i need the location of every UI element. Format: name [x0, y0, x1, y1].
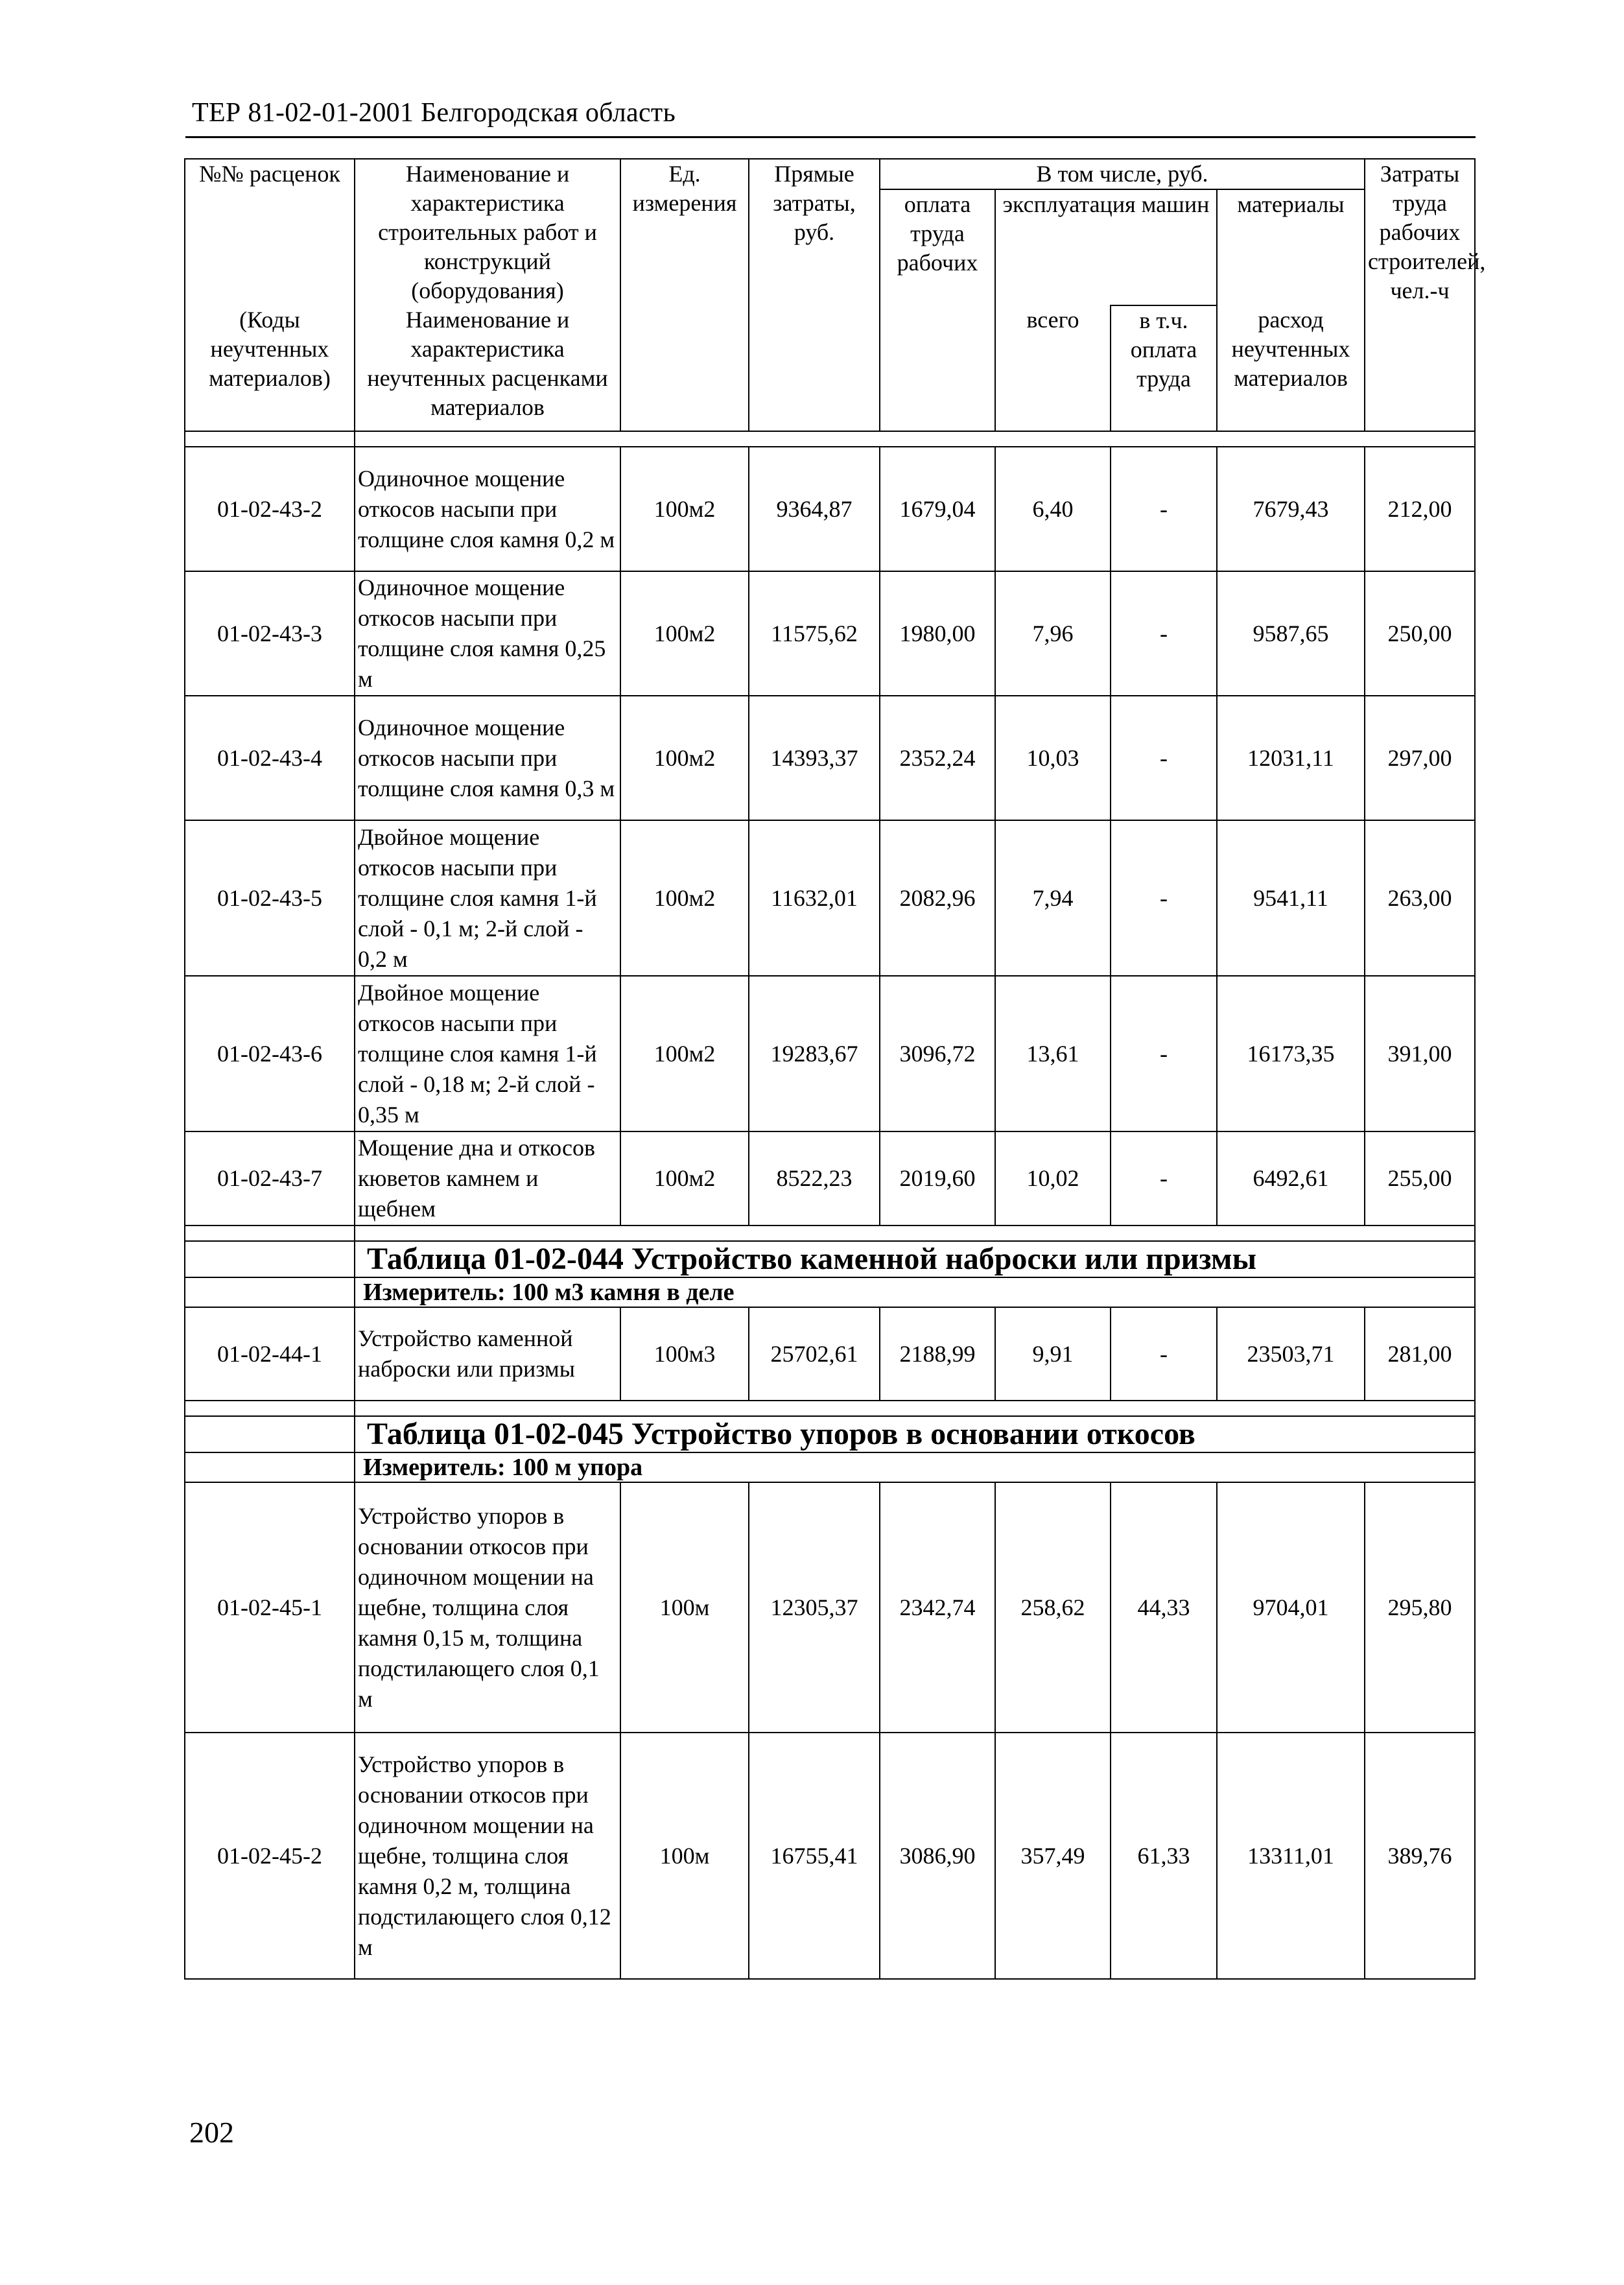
rate-machines-wages: -	[1111, 820, 1217, 976]
rate-direct-cost: 8522,23	[749, 1131, 880, 1225]
rate-unit: 100м	[620, 1482, 749, 1733]
section-title: Таблица 01-02-044 Устройство каменной наброски или призмы	[355, 1241, 1475, 1277]
section-measure-code-cell	[185, 1452, 355, 1482]
rate-wages: 2082,96	[880, 820, 995, 976]
rate-unit: 100м2	[620, 820, 749, 976]
rate-unit: 100м2	[620, 571, 749, 696]
rate-wages: 2352,24	[880, 696, 995, 820]
rate-machines-total: 7,94	[995, 820, 1111, 976]
rate-wages: 2342,74	[880, 1482, 995, 1733]
rate-materials: 9704,01	[1217, 1482, 1365, 1733]
col-unit-header: Ед. измерения	[620, 159, 749, 431]
rate-machines-total: 258,62	[995, 1482, 1111, 1733]
rate-materials: 6492,61	[1217, 1131, 1365, 1225]
rate-wages: 3096,72	[880, 976, 995, 1131]
rate-wages: 3086,90	[880, 1733, 995, 1979]
section-title: Таблица 01-02-045 Устройство упоров в основании откосов	[355, 1416, 1475, 1452]
rate-name: Двойное мощение откосов насыпи при толщине слоя камня 1-й слой - 0,18 м; 2-й слой - 0,35 м	[355, 976, 620, 1131]
rate-direct-cost: 19283,67	[749, 976, 880, 1131]
rate-machines-total: 13,61	[995, 976, 1111, 1131]
table-section-measure-row	[185, 1277, 1475, 1307]
rate-labor: 389,76	[1365, 1733, 1475, 1979]
rate-wages: 1980,00	[880, 571, 995, 696]
col-machines-total-header: всего	[995, 305, 1111, 431]
gap-code-cell	[185, 1401, 355, 1416]
table-row	[185, 1307, 1475, 1401]
rate-code: 01-02-44-1	[185, 1307, 355, 1401]
rate-direct-cost: 11575,62	[749, 571, 880, 696]
rate-labor: 263,00	[1365, 820, 1475, 976]
table-row	[185, 696, 1475, 820]
rate-machines-total: 10,02	[995, 1131, 1111, 1225]
col-materials-header: материалы	[1217, 189, 1365, 305]
rate-materials: 9587,65	[1217, 571, 1365, 696]
table-row	[185, 820, 1475, 976]
rate-machines-total: 357,49	[995, 1733, 1111, 1979]
rate-wages: 2188,99	[880, 1307, 995, 1401]
rate-code: 01-02-43-3	[185, 571, 355, 696]
rate-machines-total: 7,96	[995, 571, 1111, 696]
col-name-header: Наименование и характеристика строительных работ и конструкций (оборудования)	[355, 159, 620, 305]
rate-unit: 100м2	[620, 447, 749, 571]
col-code2-header: (Коды неучтенных материалов)	[185, 305, 355, 431]
rate-unit: 100м	[620, 1733, 749, 1979]
rate-machines-wages: -	[1111, 976, 1217, 1131]
rate-labor: 255,00	[1365, 1131, 1475, 1225]
col-machines-wages-header: в т.ч. оплата труда	[1111, 305, 1217, 431]
rates-table	[184, 158, 1486, 1980]
table-section-title-row	[185, 1241, 1475, 1277]
gap-body-cell	[355, 1225, 1475, 1241]
section-title-code-cell	[185, 1241, 355, 1277]
rate-direct-cost: 11632,01	[749, 820, 880, 976]
col-machines-header: эксплуатация машин	[995, 189, 1217, 305]
rate-materials: 12031,11	[1217, 696, 1365, 820]
rate-code: 01-02-43-7	[185, 1131, 355, 1225]
table-header	[185, 159, 1486, 431]
section-measure: Измеритель: 100 м3 камня в деле	[355, 1277, 1475, 1307]
rate-labor: 295,80	[1365, 1482, 1475, 1733]
section-title-code-cell	[185, 1416, 355, 1452]
rate-code: 01-02-43-6	[185, 976, 355, 1131]
gap-code-cell	[185, 1225, 355, 1241]
col-materials2-header: расход неучтенных материалов	[1217, 305, 1365, 431]
rate-machines-wages: -	[1111, 571, 1217, 696]
rate-labor: 212,00	[1365, 447, 1475, 571]
table-row	[185, 447, 1475, 571]
rate-name: Мощение дна и откосов кюветов камнем и щебнем	[355, 1131, 620, 1225]
rate-name: Устройство упоров в основании откосов при одиночном мощении на щебне, толщина слоя камня 0,15 м, толщина подстилающего слоя 0,1 м	[355, 1482, 620, 1733]
gap-body-cell	[355, 431, 1475, 447]
col-code-header: №№ расценок	[185, 159, 355, 305]
rate-wages: 1679,04	[880, 447, 995, 571]
table-section-measure-row	[185, 1452, 1475, 1482]
rate-materials: 9541,11	[1217, 820, 1365, 976]
gap-body-cell	[355, 1401, 1475, 1416]
col-incl-header: В том числе, руб.	[880, 159, 1365, 189]
rate-wages: 2019,60	[880, 1131, 995, 1225]
rate-name: Одиночное мощение откосов насыпи при толщине слоя камня 0,3 м	[355, 696, 620, 820]
col-wages-header: оплата труда рабочих	[880, 189, 995, 431]
rate-unit: 100м2	[620, 976, 749, 1131]
rate-machines-wages: 61,33	[1111, 1733, 1217, 1979]
rate-machines-total: 9,91	[995, 1307, 1111, 1401]
rate-materials: 7679,43	[1217, 447, 1365, 571]
rate-labor: 391,00	[1365, 976, 1475, 1131]
rate-materials: 13311,01	[1217, 1733, 1365, 1979]
rate-code: 01-02-43-2	[185, 447, 355, 571]
section-measure: Измеритель: 100 м упора	[355, 1452, 1475, 1482]
rate-name: Одиночное мощение откосов насыпи при толщине слоя камня 0,2 м	[355, 447, 620, 571]
table-body	[185, 431, 1475, 1979]
rate-direct-cost: 12305,37	[749, 1482, 880, 1733]
col-labor-header: Затраты труда рабочих строителей, чел.-ч	[1365, 159, 1475, 431]
rate-materials: 23503,71	[1217, 1307, 1365, 1401]
rate-direct-cost: 9364,87	[749, 447, 880, 571]
rate-unit: 100м3	[620, 1307, 749, 1401]
table-row	[185, 1733, 1475, 1979]
col-name2-header: Наименование и характеристика неучтенных расценками материалов	[355, 305, 620, 431]
rate-name: Двойное мощение откосов насыпи при толщине слоя камня 1-й слой - 0,1 м; 2-й слой - 0,2 м	[355, 820, 620, 976]
rate-materials: 16173,35	[1217, 976, 1365, 1131]
rate-code: 01-02-43-4	[185, 696, 355, 820]
rate-direct-cost: 16755,41	[749, 1733, 880, 1979]
rate-labor: 281,00	[1365, 1307, 1475, 1401]
rate-name: Устройство упоров в основании откосов при одиночном мощении на щебне, толщина слоя камня 0,2 м, толщина подстилающего слоя 0,12 м	[355, 1733, 620, 1979]
rate-unit: 100м2	[620, 696, 749, 820]
rate-labor: 297,00	[1365, 696, 1475, 820]
rate-machines-wages: -	[1111, 447, 1217, 571]
section-measure-code-cell	[185, 1277, 355, 1307]
page-number: 202	[189, 2116, 234, 2149]
table-row	[185, 1482, 1475, 1733]
table-row	[185, 1131, 1475, 1225]
rate-labor: 250,00	[1365, 571, 1475, 696]
col-direct-header: Прямые затраты, руб.	[749, 159, 880, 431]
rate-machines-wages: -	[1111, 1131, 1217, 1225]
rate-name: Одиночное мощение откосов насыпи при толщине слоя камня 0,25 м	[355, 571, 620, 696]
rate-machines-wages: 44,33	[1111, 1482, 1217, 1733]
rate-direct-cost: 25702,61	[749, 1307, 880, 1401]
rate-machines-total: 10,03	[995, 696, 1111, 820]
rate-code: 01-02-43-5	[185, 820, 355, 976]
section-gap-row	[185, 1225, 1475, 1241]
header-gap-row	[185, 431, 1475, 447]
page-header-title: ТЕР 81-02-01-2001 Белгородская область	[192, 98, 676, 128]
rate-direct-cost: 14393,37	[749, 696, 880, 820]
rate-machines-total: 6,40	[995, 447, 1111, 571]
rate-code: 01-02-45-2	[185, 1733, 355, 1979]
rate-name: Устройство каменной наброски или призмы	[355, 1307, 620, 1401]
gap-code-cell	[185, 431, 355, 447]
rate-code: 01-02-45-1	[185, 1482, 355, 1733]
header-rule	[185, 136, 1476, 138]
table-row	[185, 571, 1475, 696]
table-section-title-row	[185, 1416, 1475, 1452]
section-gap-row	[185, 1401, 1475, 1416]
table-row	[185, 976, 1475, 1131]
rate-machines-wages: -	[1111, 696, 1217, 820]
rate-machines-wages: -	[1111, 1307, 1217, 1401]
rate-unit: 100м2	[620, 1131, 749, 1225]
